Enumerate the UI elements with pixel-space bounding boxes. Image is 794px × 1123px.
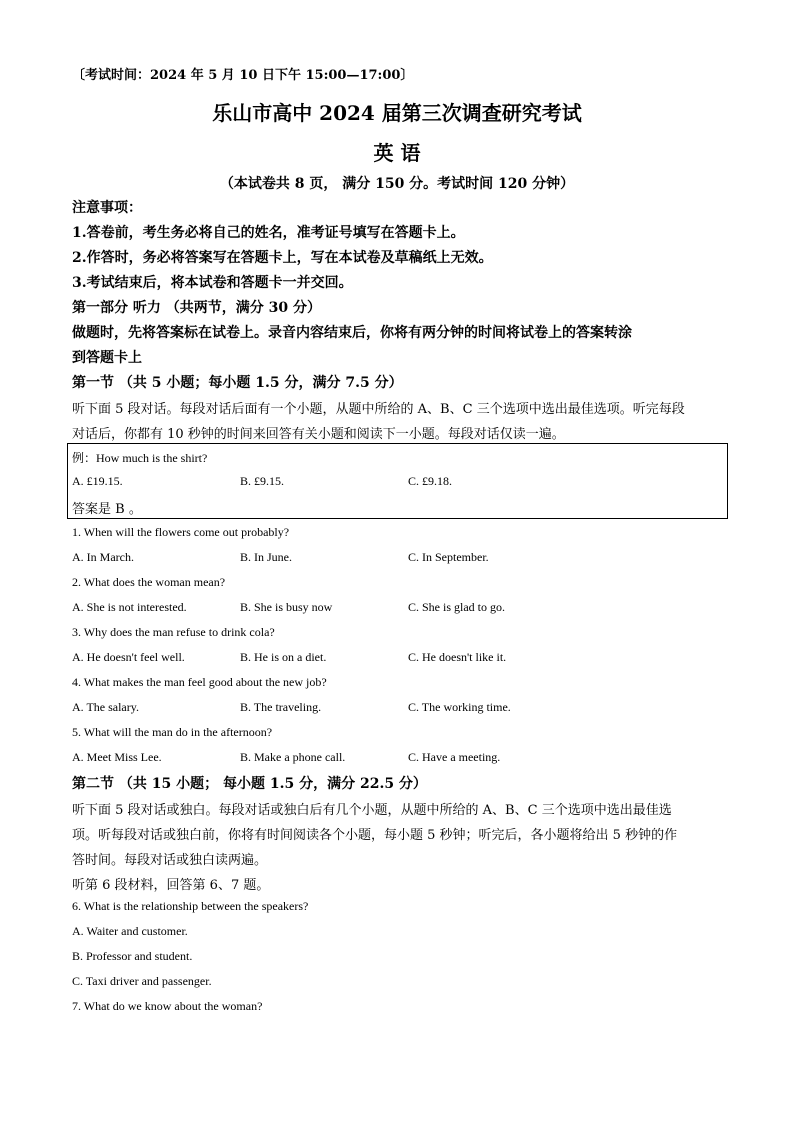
exam-info: （本试卷共 8 页， 满分 150 分。考试时间 120 分钟） bbox=[219, 176, 575, 192]
example-option-a: A. £19.15. bbox=[72, 474, 123, 488]
section1-instruction-line2: 对话后，你都有 10 秒钟的时间来回答有关小题和阅读下一小题。每段对话仅读一遍。 bbox=[72, 427, 565, 442]
note-item-1: 1.答卷前，考生务必将自己的姓名，准考证号填写在答题卡上。 bbox=[72, 225, 465, 241]
section1-instruction-line1: 听下面 5 段对话。每段对话后面有一个小题，从题中所给的 A、B、C 三个选项中选出最佳选项。听完每段 bbox=[72, 402, 685, 417]
q6-option-a: A. Waiter and customer. bbox=[72, 924, 188, 938]
notes-heading: 注意事项： bbox=[72, 200, 142, 216]
question-1: 1. When will the flowers come out probably? bbox=[72, 525, 290, 539]
q6-option-b: B. Professor and student. bbox=[72, 949, 193, 963]
q4-option-a: A. The salary. bbox=[72, 700, 139, 714]
material-note: 听第 6 段材料，回答第 6、7 题。 bbox=[72, 878, 270, 893]
example-option-c: C. £9.18. bbox=[408, 474, 453, 488]
example-option-b: B. £9.15. bbox=[240, 474, 285, 488]
question-2: 2. What does the woman mean? bbox=[72, 575, 226, 589]
example-answer: 答案是 B 。 bbox=[72, 502, 142, 517]
q3-option-c: C. He doesn't like it. bbox=[408, 650, 507, 664]
subject-title: 英 语 bbox=[373, 141, 421, 165]
part1-heading: 第一部分 听力 （共两节，满分 30 分） bbox=[72, 300, 321, 316]
q4-option-c: C. The working time. bbox=[408, 700, 511, 714]
question-4: 4. What makes the man feel good about the new job? bbox=[72, 675, 327, 689]
q1-option-c: C. In September. bbox=[408, 550, 489, 564]
q3-option-a: A. He doesn't feel well. bbox=[72, 650, 185, 664]
q5-option-b: B. Make a phone call. bbox=[240, 750, 346, 764]
question-6: 6. What is the relationship between the speakers? bbox=[72, 899, 309, 913]
q6-option-c: C. Taxi driver and passenger. bbox=[72, 974, 212, 988]
section2-instruction-line2: 项。听每段对话或独白前，你将有时间阅读各个小题，每小题 5 秒钟；听完后，各小题将给出 5 秒钟的作 bbox=[72, 828, 678, 843]
part1-instruction-line2: 到答题卡上 bbox=[72, 350, 142, 366]
q1-option-a: A. In March. bbox=[72, 550, 134, 564]
question-7: 7. What do we know about the woman? bbox=[72, 999, 263, 1013]
exam-time: 〔考试时间：2024 年 5 月 10 日下午 15:00—17:00〕 bbox=[72, 68, 414, 83]
question-3: 3. Why does the man refuse to drink cola? bbox=[72, 625, 275, 639]
q5-option-c: C. Have a meeting. bbox=[408, 750, 501, 764]
section1-heading: 第一节 （共 5 小题；每小题 1.5 分，满分 7.5 分） bbox=[72, 375, 403, 391]
note-item-2: 2.作答时，务必将答案写在答题卡上，写在本试卷及草稿纸上无效。 bbox=[72, 250, 493, 266]
q2-option-a: A. She is not interested. bbox=[72, 600, 187, 614]
exam-title: 乐山市高中 2024 届第三次调查研究考试 bbox=[212, 101, 582, 125]
part1-instruction-line1: 做题时，先将答案标在试卷上。录音内容结束后，你将有两分钟的时间将试卷上的答案转涂 bbox=[72, 325, 632, 341]
q2-option-b: B. She is busy now bbox=[240, 600, 333, 614]
note-item-3: 3.考试结束后，将本试卷和答题卡一并交回。 bbox=[72, 275, 353, 291]
question-5: 5. What will the man do in the afternoon? bbox=[72, 725, 273, 739]
q4-option-b: B. The traveling. bbox=[240, 700, 322, 714]
q2-option-c: C. She is glad to go. bbox=[408, 600, 506, 614]
example-question: 例：How much is the shirt? bbox=[72, 451, 208, 465]
q5-option-a: A. Meet Miss Lee. bbox=[72, 750, 162, 764]
q3-option-b: B. He is on a diet. bbox=[240, 650, 327, 664]
q1-option-b: B. In June. bbox=[240, 550, 292, 564]
section2-heading: 第二节 （共 15 小题； 每小题 1.5 分，满分 22.5 分） bbox=[72, 776, 427, 792]
section2-instruction-line3: 答时间。每段对话或独白读两遍。 bbox=[72, 853, 268, 868]
section2-instruction-line1: 听下面 5 段对话或独白。每段对话或独白后有几个小题，从题中所给的 A、B、C 三个选项中选出最佳选 bbox=[72, 803, 672, 818]
